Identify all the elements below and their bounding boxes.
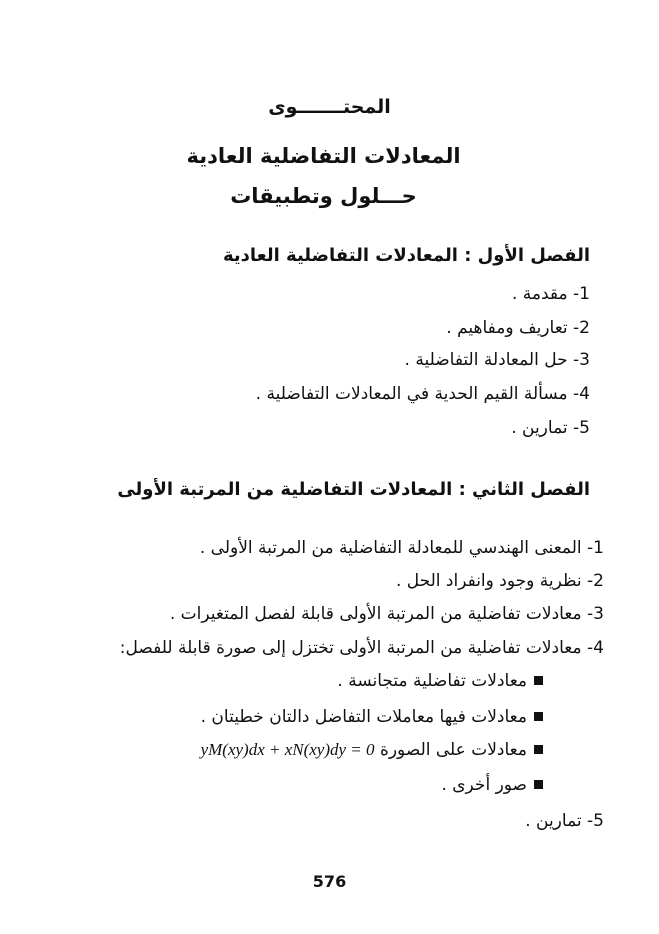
bullet-square-icon [534, 712, 543, 721]
page-number: 576 [312, 872, 347, 891]
subitem-other-forms: صور أخرى . [441, 774, 543, 796]
equation: yM(xy)dx + xN(xy)dy = 0 [200, 740, 375, 759]
subitem-special-form: معادلات على الصورة yM(xy)dx + xN(xy)dy = 0 [197, 739, 543, 761]
chapter1-item-1: 1- مقدمة . [511, 284, 590, 304]
chapter1-item-3: 3- حل المعادلة التفاضلية . [404, 350, 590, 370]
book-subtitle: حـــلول وتطبيقات [230, 184, 417, 208]
chapter1-heading: الفصل الأول : المعادلات التفاضلية العادية [223, 245, 590, 266]
book-title: المعادلات التفاضلية العادية [186, 144, 461, 168]
chapter2-item-4: 4- معادلات تفاضلية من المرتبة الأولى تختزل إلى صورة قابلة للفصل: [119, 638, 604, 658]
chapter1-item-2: 2- تعاريف ومفاهيم . [446, 318, 590, 338]
chapter2-item-5: 5- تمارين . [525, 811, 604, 831]
subitem-homogeneous: معادلات تفاضلية متجانسة . [337, 670, 543, 692]
chapter2-item-2: 2- نظرية وجود وانفراد الحل . [395, 571, 604, 591]
chapter2-item-3: 3- معادلات تفاضلية من المرتبة الأولى قابلة لفصل المتغيرات . [169, 604, 604, 624]
chapter1-item-5: 5- تمارين . [511, 418, 590, 438]
bullet-square-icon [534, 780, 543, 789]
contents-title: المحتـــــــوى [268, 96, 391, 118]
chapter2-heading: الفصل الثاني : المعادلات التفاضلية من المرتبة الأولى [117, 479, 590, 500]
chapter2-item-1: 1- المعنى الهندسي للمعادلة التفاضلية من المرتبة الأولى . [199, 538, 604, 558]
chapter1-item-4: 4- مسألة القيم الحدية في المعادلات التفاضلية . [255, 384, 590, 404]
bullet-square-icon [534, 676, 543, 685]
bullet-square-icon [534, 745, 543, 754]
subitem-linear-coefficients: معادلات فيها معاملات التفاضل دالتان خطيتان . [201, 706, 543, 728]
